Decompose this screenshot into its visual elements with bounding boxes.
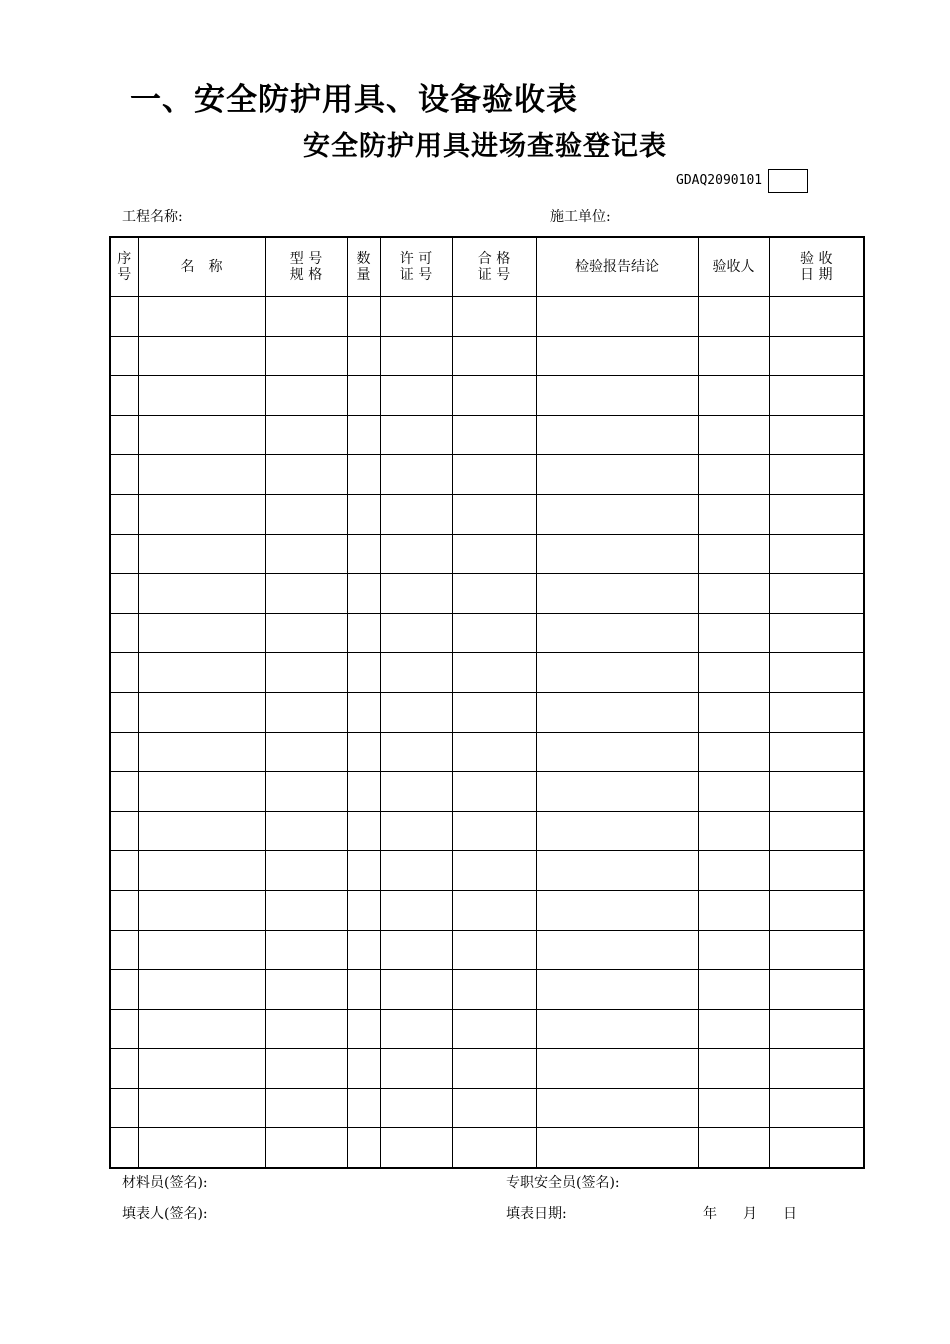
date-month-label: 月 (743, 1206, 757, 1222)
table-cell[interactable] (769, 1128, 864, 1168)
date-year-label: 年 (703, 1206, 717, 1222)
table-cell[interactable] (769, 297, 864, 337)
table-cell[interactable] (110, 653, 138, 693)
table-cell[interactable] (536, 1088, 698, 1128)
table-cell[interactable] (380, 1088, 452, 1128)
table-row (110, 415, 864, 455)
table-cell[interactable] (452, 455, 536, 495)
col-header-license: 许 可 证 号 (380, 237, 452, 297)
table-cell[interactable] (138, 772, 265, 812)
table-cell[interactable] (380, 455, 452, 495)
table-cell[interactable] (380, 415, 452, 455)
col-header-inspection-report: 检验报告结论 (536, 237, 698, 297)
table-cell[interactable] (452, 1009, 536, 1049)
table-cell[interactable] (769, 970, 864, 1010)
table-cell[interactable] (380, 811, 452, 851)
table-cell[interactable] (536, 890, 698, 930)
table-cell[interactable] (265, 970, 347, 1010)
col-header-acceptor: 验收人 (698, 237, 769, 297)
table-cell[interactable] (380, 534, 452, 574)
form-code-box[interactable] (768, 169, 808, 193)
table-cell[interactable] (110, 1009, 138, 1049)
table-cell[interactable] (138, 1128, 265, 1168)
table-cell[interactable] (536, 1128, 698, 1168)
table-cell[interactable] (536, 930, 698, 970)
table-cell[interactable] (110, 970, 138, 1010)
table-cell[interactable] (452, 1049, 536, 1089)
table-row (110, 494, 864, 534)
table-cell[interactable] (347, 653, 380, 693)
table-cell[interactable] (769, 890, 864, 930)
table-cell[interactable] (138, 1049, 265, 1089)
table-cell[interactable] (698, 930, 769, 970)
table-cell[interactable] (265, 297, 347, 337)
table-cell[interactable] (265, 692, 347, 732)
table-row (110, 297, 864, 337)
table-cell[interactable] (347, 455, 380, 495)
table-cell[interactable] (380, 653, 452, 693)
table-row (110, 1049, 864, 1089)
table-cell[interactable] (769, 772, 864, 812)
table-cell[interactable] (138, 732, 265, 772)
filler-signature-label: 填表人(签名): (122, 1206, 208, 1222)
table-cell[interactable] (452, 811, 536, 851)
table-cell[interactable] (452, 297, 536, 337)
table-cell[interactable] (347, 772, 380, 812)
table-cell[interactable] (698, 653, 769, 693)
table-row (110, 811, 864, 851)
table-cell[interactable] (698, 970, 769, 1010)
table-cell[interactable] (110, 811, 138, 851)
table-cell[interactable] (452, 336, 536, 376)
table-row (110, 970, 864, 1010)
table-row (110, 336, 864, 376)
table-row (110, 692, 864, 732)
table-cell[interactable] (536, 455, 698, 495)
table-cell[interactable] (380, 336, 452, 376)
table-cell[interactable] (138, 890, 265, 930)
table-cell[interactable] (698, 415, 769, 455)
table-cell[interactable] (110, 692, 138, 732)
table-cell[interactable] (769, 336, 864, 376)
table-cell[interactable] (452, 970, 536, 1010)
table-cell[interactable] (452, 692, 536, 732)
col-header-certificate: 合 格 证 号 (452, 237, 536, 297)
table-cell[interactable] (452, 494, 536, 534)
table-cell[interactable] (769, 415, 864, 455)
table-cell[interactable] (536, 336, 698, 376)
table-row (110, 851, 864, 891)
table-cell[interactable] (347, 613, 380, 653)
table-cell[interactable] (110, 336, 138, 376)
table-cell[interactable] (347, 1009, 380, 1049)
table-cell[interactable] (698, 613, 769, 653)
table-cell[interactable] (769, 930, 864, 970)
table-row (110, 732, 864, 772)
table-cell[interactable] (536, 613, 698, 653)
table-cell[interactable] (452, 1088, 536, 1128)
table-cell[interactable] (138, 376, 265, 416)
table-cell[interactable] (698, 890, 769, 930)
table-cell[interactable] (380, 732, 452, 772)
table-cell[interactable] (138, 415, 265, 455)
table-cell[interactable] (380, 1009, 452, 1049)
table-cell[interactable] (698, 732, 769, 772)
table-cell[interactable] (347, 297, 380, 337)
table-cell[interactable] (698, 692, 769, 732)
col-header-qty: 数 量 (347, 237, 380, 297)
table-cell[interactable] (698, 1009, 769, 1049)
table-cell[interactable] (380, 970, 452, 1010)
table-cell[interactable] (265, 772, 347, 812)
table-cell[interactable] (347, 890, 380, 930)
table-cell[interactable] (347, 930, 380, 970)
table-cell[interactable] (110, 890, 138, 930)
table-row (110, 574, 864, 614)
page-heading: 一、安全防护用具、设备验收表 (130, 82, 578, 118)
table-row (110, 653, 864, 693)
table-row (110, 376, 864, 416)
table-cell[interactable] (138, 692, 265, 732)
table-cell[interactable] (138, 613, 265, 653)
table-cell[interactable] (265, 1128, 347, 1168)
table-cell[interactable] (347, 336, 380, 376)
table-cell[interactable] (138, 455, 265, 495)
table-cell[interactable] (452, 574, 536, 614)
table-cell[interactable] (698, 1128, 769, 1168)
table-body (110, 297, 864, 1169)
table-cell[interactable] (769, 1009, 864, 1049)
table-cell[interactable] (138, 811, 265, 851)
table-cell[interactable] (380, 851, 452, 891)
table-cell[interactable] (138, 930, 265, 970)
col-header-seq: 序 号 (110, 237, 138, 297)
table-cell[interactable] (110, 772, 138, 812)
table-cell[interactable] (110, 613, 138, 653)
table-cell[interactable] (265, 732, 347, 772)
table-cell[interactable] (380, 1128, 452, 1168)
table-cell[interactable] (380, 1049, 452, 1089)
table-cell[interactable] (265, 494, 347, 534)
table-cell[interactable] (380, 772, 452, 812)
table-cell[interactable] (380, 494, 452, 534)
table-cell[interactable] (347, 1128, 380, 1168)
table-cell[interactable] (536, 376, 698, 416)
table-row (110, 613, 864, 653)
table-cell[interactable] (138, 1088, 265, 1128)
table-row (110, 930, 864, 970)
table-cell[interactable] (698, 811, 769, 851)
col-header-acceptance-date: 验 收 日 期 (769, 237, 864, 297)
table-cell[interactable] (698, 574, 769, 614)
table-cell[interactable] (698, 297, 769, 337)
table-cell[interactable] (265, 376, 347, 416)
table-row (110, 534, 864, 574)
table-cell[interactable] (138, 653, 265, 693)
table-cell[interactable] (536, 1049, 698, 1089)
table-cell[interactable] (536, 494, 698, 534)
table-cell[interactable] (265, 890, 347, 930)
table-cell[interactable] (769, 574, 864, 614)
table-cell[interactable] (452, 732, 536, 772)
table-row (110, 890, 864, 930)
table-cell[interactable] (265, 1049, 347, 1089)
table-cell[interactable] (110, 732, 138, 772)
table-cell[interactable] (380, 574, 452, 614)
table-cell[interactable] (138, 970, 265, 1010)
table-cell[interactable] (110, 851, 138, 891)
table-cell[interactable] (698, 494, 769, 534)
table-cell[interactable] (536, 1009, 698, 1049)
table-cell[interactable] (536, 692, 698, 732)
table-cell[interactable] (110, 574, 138, 614)
table-cell[interactable] (536, 851, 698, 891)
table-cell[interactable] (380, 376, 452, 416)
project-name-label: 工程名称: (122, 209, 183, 225)
table-cell[interactable] (110, 415, 138, 455)
table-cell[interactable] (536, 574, 698, 614)
table-cell[interactable] (452, 890, 536, 930)
table-cell[interactable] (265, 1009, 347, 1049)
table-cell[interactable] (452, 772, 536, 812)
table-cell[interactable] (380, 890, 452, 930)
table-cell[interactable] (110, 455, 138, 495)
table-cell[interactable] (536, 415, 698, 455)
table-cell[interactable] (347, 732, 380, 772)
table-cell[interactable] (769, 1049, 864, 1089)
table-row (110, 1128, 864, 1168)
table-cell[interactable] (536, 772, 698, 812)
table-row (110, 772, 864, 812)
table-cell[interactable] (347, 970, 380, 1010)
table-cell[interactable] (110, 534, 138, 574)
table-cell[interactable] (380, 297, 452, 337)
fill-date-label: 填表日期: (506, 1206, 567, 1222)
table-cell[interactable] (138, 494, 265, 534)
table-cell[interactable] (138, 1009, 265, 1049)
table-cell[interactable] (536, 297, 698, 337)
table-cell[interactable] (265, 534, 347, 574)
table-cell[interactable] (698, 772, 769, 812)
table-header-row (110, 237, 864, 297)
table-cell[interactable] (769, 613, 864, 653)
table-cell[interactable] (138, 851, 265, 891)
table-cell[interactable] (138, 574, 265, 614)
table-cell[interactable] (347, 1049, 380, 1089)
table-cell[interactable] (347, 415, 380, 455)
table-cell[interactable] (536, 732, 698, 772)
table-cell[interactable] (452, 415, 536, 455)
table-cell[interactable] (769, 811, 864, 851)
table-cell[interactable] (536, 653, 698, 693)
table-cell[interactable] (698, 336, 769, 376)
table-cell[interactable] (769, 534, 864, 574)
table-cell[interactable] (347, 574, 380, 614)
table-cell[interactable] (110, 376, 138, 416)
table-cell[interactable] (769, 692, 864, 732)
table-cell[interactable] (698, 376, 769, 416)
table-cell[interactable] (265, 613, 347, 653)
table-cell[interactable] (769, 1088, 864, 1128)
date-day-label: 日 (783, 1206, 797, 1222)
table-cell[interactable] (110, 297, 138, 337)
table-row (110, 455, 864, 495)
table-cell[interactable] (536, 970, 698, 1010)
table-cell[interactable] (347, 1088, 380, 1128)
col-header-model: 型 号 规 格 (265, 237, 347, 297)
table-cell[interactable] (138, 297, 265, 337)
table-row (110, 1009, 864, 1049)
safety-officer-signature-label: 专职安全员(签名): (506, 1175, 620, 1191)
table-cell[interactable] (698, 851, 769, 891)
table-cell[interactable] (265, 930, 347, 970)
material-clerk-signature-label: 材料员(签名): (122, 1175, 208, 1191)
table-cell[interactable] (265, 336, 347, 376)
table-cell[interactable] (380, 930, 452, 970)
table-cell[interactable] (698, 1088, 769, 1128)
table-cell[interactable] (265, 653, 347, 693)
table-cell[interactable] (452, 534, 536, 574)
table-cell[interactable] (536, 534, 698, 574)
table-cell[interactable] (347, 494, 380, 534)
table-cell[interactable] (380, 692, 452, 732)
table-cell[interactable] (265, 851, 347, 891)
table-cell[interactable] (110, 930, 138, 970)
table-cell[interactable] (110, 494, 138, 534)
table-cell[interactable] (698, 534, 769, 574)
table-cell[interactable] (265, 574, 347, 614)
table-row (110, 1088, 864, 1128)
form-title: 安全防护用具进场查验登记表 (303, 131, 667, 162)
table-cell[interactable] (380, 613, 452, 653)
table-cell[interactable] (452, 653, 536, 693)
form-code: GDAQ2090101 (676, 173, 763, 188)
table-cell[interactable] (769, 653, 864, 693)
construction-unit-label: 施工单位: (550, 209, 611, 225)
table-cell[interactable] (265, 455, 347, 495)
table-cell[interactable] (452, 851, 536, 891)
table-cell[interactable] (110, 1049, 138, 1089)
registration-table (109, 236, 865, 1169)
table-cell[interactable] (536, 811, 698, 851)
table-cell[interactable] (138, 336, 265, 376)
table-cell[interactable] (347, 851, 380, 891)
table-cell[interactable] (698, 1049, 769, 1089)
table-cell[interactable] (769, 494, 864, 534)
table-cell[interactable] (110, 1128, 138, 1168)
table-cell[interactable] (452, 1128, 536, 1168)
table-cell[interactable] (347, 811, 380, 851)
table-cell[interactable] (347, 692, 380, 732)
table-cell[interactable] (452, 613, 536, 653)
table-cell[interactable] (698, 455, 769, 495)
table-cell[interactable] (265, 811, 347, 851)
table-cell[interactable] (769, 455, 864, 495)
table-cell[interactable] (265, 1088, 347, 1128)
table-cell[interactable] (347, 376, 380, 416)
table-cell[interactable] (138, 534, 265, 574)
table-cell[interactable] (769, 732, 864, 772)
col-header-name: 名 称 (138, 237, 265, 297)
table-cell[interactable] (347, 534, 380, 574)
table-cell[interactable] (769, 851, 864, 891)
table-cell[interactable] (769, 376, 864, 416)
table-cell[interactable] (452, 376, 536, 416)
table-cell[interactable] (452, 930, 536, 970)
table-cell[interactable] (110, 1088, 138, 1128)
table-cell[interactable] (265, 415, 347, 455)
